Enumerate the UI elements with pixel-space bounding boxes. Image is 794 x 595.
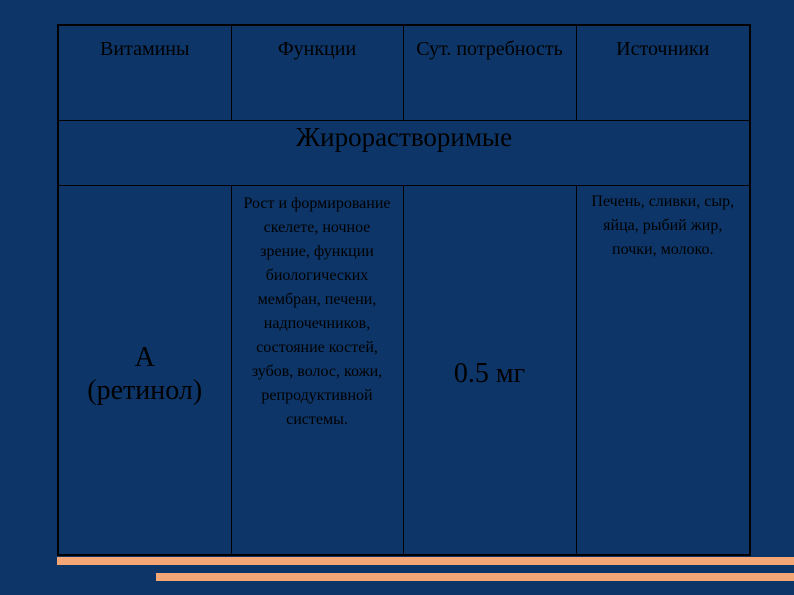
- vitamins-table: [57, 24, 751, 556]
- group-label: Жирорастворимые: [295, 122, 513, 152]
- header-cell-sources: [576, 25, 750, 121]
- daily-need-value: 0.5 мг: [453, 358, 526, 389]
- vitamin-letter: A: [134, 342, 155, 373]
- header-cell-daily-need: [403, 25, 576, 121]
- group-row: [58, 121, 750, 186]
- header-cell-functions: [231, 25, 403, 121]
- header-label: Источники: [616, 38, 710, 60]
- table-row: [58, 186, 750, 556]
- decorative-stripe-top: [57, 557, 794, 565]
- functions-text: Рост и формирование скелете, ночное зрение, функции биологических мембран, печени, надпочечников, состояние костей, зубов, волос, кожи, репродуктивной системы.: [243, 195, 391, 428]
- table-header-row: [58, 25, 750, 121]
- header-label: Сут. потребность: [416, 38, 563, 60]
- sources-text: Печень, сливки, сыр, яйца, рыбий жир, почки, молоко.: [591, 193, 735, 258]
- header-label: Функции: [277, 38, 357, 60]
- vitamin-name-cell: [58, 186, 231, 556]
- decorative-stripe-bottom: [156, 573, 794, 581]
- functions-cell: [231, 186, 403, 556]
- vitamin-alt-name: (ретинол): [87, 375, 203, 406]
- sources-cell: [576, 186, 750, 556]
- header-cell-vitamins: [58, 25, 231, 121]
- group-cell: [58, 121, 750, 186]
- header-label: Витамины: [100, 38, 190, 60]
- daily-need-cell: [403, 186, 576, 556]
